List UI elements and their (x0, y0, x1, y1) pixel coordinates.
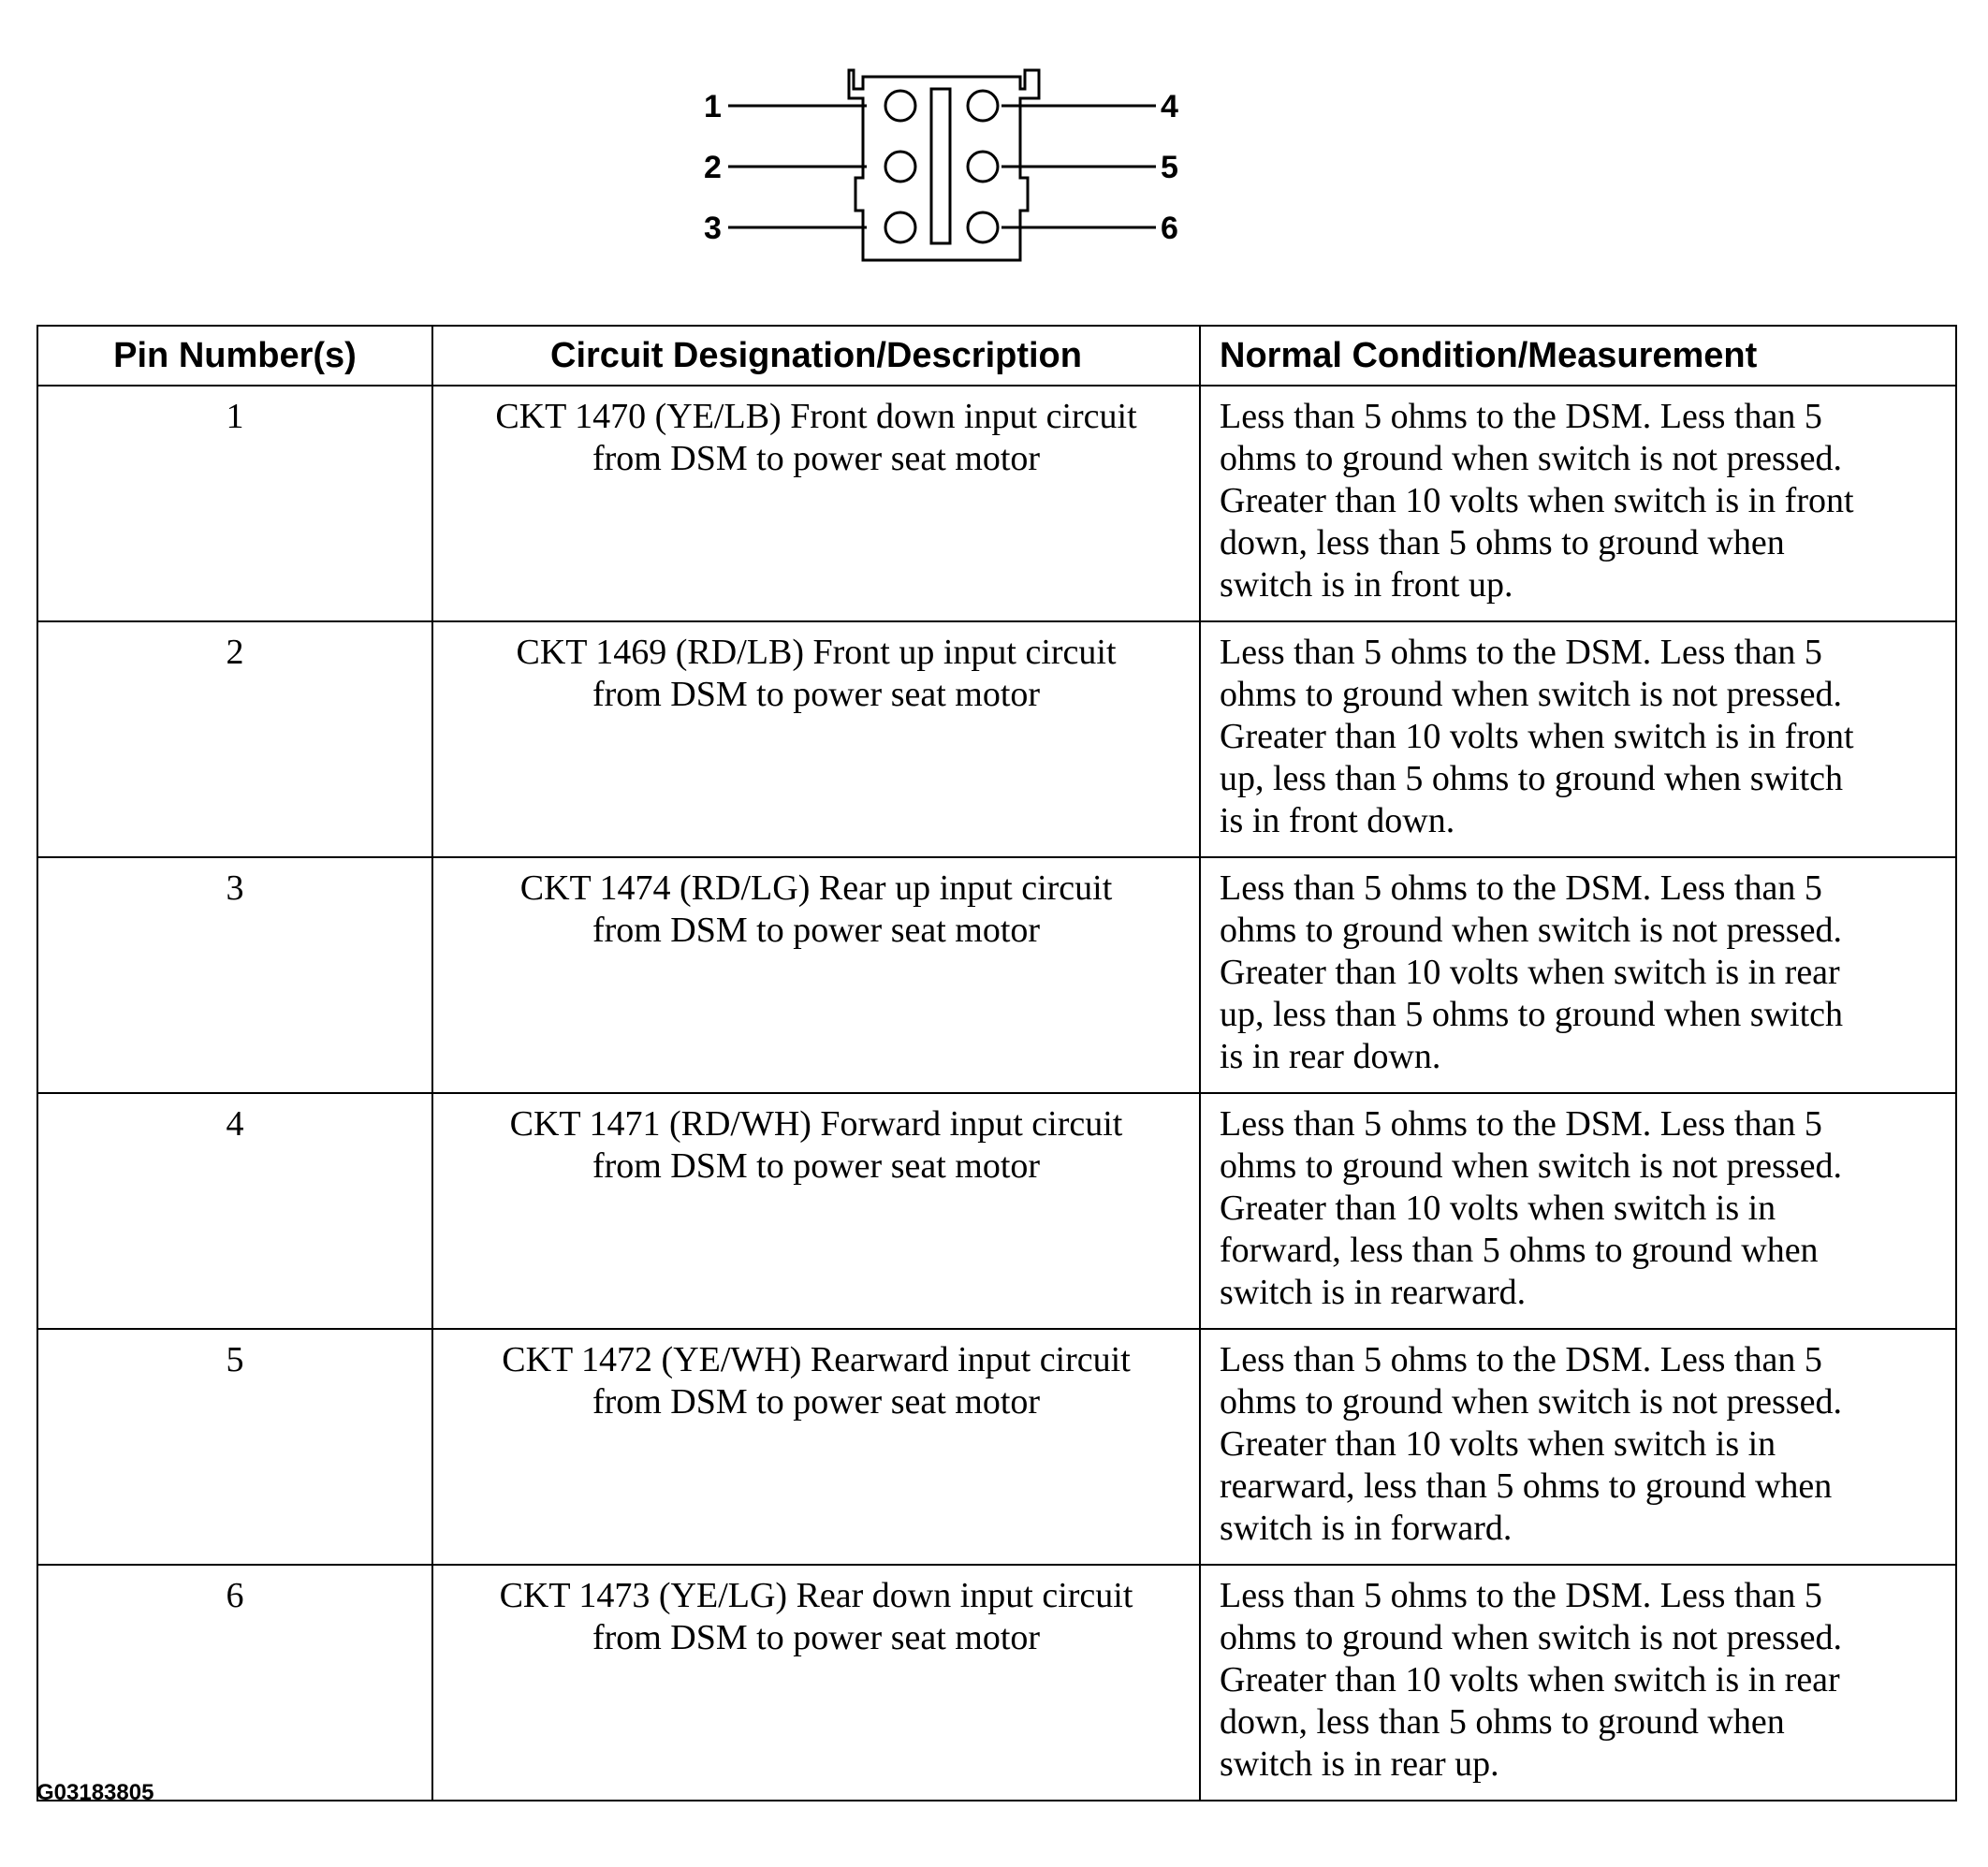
table-row (37, 1565, 1956, 1801)
condition-line: up, less than 5 ohms to ground when switch (1220, 759, 1844, 798)
pin-4-terminal (968, 91, 1156, 121)
condition-line: ohms to ground when switch is not pressed. (1220, 675, 1842, 714)
condition-line: switch is in rearward. (1220, 1273, 1527, 1312)
normal-condition-cell (1200, 621, 1956, 857)
pin-number-cell: 5 (37, 1329, 432, 1565)
normal-condition-cell (1200, 1565, 1956, 1801)
condition-line: forward, less than 5 ohms to ground when (1220, 1231, 1819, 1270)
condition-line: Less than 5 ohms to the DSM. Less than 5 (1220, 397, 1822, 436)
condition-line: Greater than 10 volts when switch is in (1220, 1424, 1776, 1464)
header-circuit-description: Circuit Designation/Description (432, 326, 1200, 386)
condition-line: ohms to ground when switch is not pressed. (1220, 911, 1842, 950)
condition-line: Less than 5 ohms to the DSM. Less than 5 (1220, 633, 1822, 672)
circuit-line: CKT 1471 (RD/WH) Forward input circuit (509, 1104, 1123, 1144)
condition-line: is in rear down. (1220, 1037, 1441, 1076)
pin-label-5: 5 (1161, 150, 1178, 185)
pin-number-cell: 6 (37, 1565, 432, 1801)
circuit-line: from DSM to power seat motor (592, 1382, 1041, 1422)
condition-line: switch is in forward. (1220, 1509, 1513, 1548)
circuit-description-cell (432, 1329, 1200, 1565)
condition-line: ohms to ground when switch is not pressed. (1220, 439, 1842, 478)
circuit-line: CKT 1470 (YE/LB) Front down input circuit (495, 397, 1137, 436)
condition-line: Greater than 10 volts when switch is in (1220, 1189, 1776, 1228)
condition-line: down, less than 5 ohms to ground when (1220, 1702, 1785, 1742)
condition-line: Greater than 10 volts when switch is in front (1220, 717, 1854, 756)
table-row (37, 857, 1956, 1093)
connector-center-key (931, 89, 950, 243)
condition-line: ohms to ground when switch is not pressed. (1220, 1146, 1842, 1186)
condition-line: Less than 5 ohms to the DSM. Less than 5 (1220, 1340, 1822, 1379)
circuit-description-cell (432, 1565, 1200, 1801)
table-row (37, 386, 1956, 621)
connector-diagram (693, 56, 1217, 281)
circuit-description-cell (432, 386, 1200, 621)
condition-line: switch is in rear up. (1220, 1744, 1499, 1784)
pin-number-cell: 1 (37, 386, 432, 621)
condition-line: Greater than 10 volts when switch is in front (1220, 481, 1854, 520)
condition-line: up, less than 5 ohms to ground when switch (1220, 995, 1844, 1034)
header-pin-number: Pin Number(s) (37, 326, 432, 386)
pin-label-4: 4 (1161, 89, 1178, 124)
pin-1-terminal (728, 91, 915, 121)
normal-condition-cell (1200, 1329, 1956, 1565)
circuit-line: from DSM to power seat motor (592, 911, 1041, 950)
pin-number-cell: 3 (37, 857, 432, 1093)
condition-line: Less than 5 ohms to the DSM. Less than 5 (1220, 1104, 1822, 1144)
pin-2-terminal (728, 152, 915, 182)
circuit-line: from DSM to power seat motor (592, 675, 1041, 714)
condition-line: down, less than 5 ohms to ground when (1220, 523, 1785, 562)
header-normal-condition: Normal Condition/Measurement (1200, 326, 1956, 386)
table-header-row (37, 326, 1956, 386)
pin-label-2: 2 (704, 150, 722, 185)
condition-line: Less than 5 ohms to the DSM. Less than 5 (1220, 868, 1822, 908)
condition-line: Greater than 10 volts when switch is in rear (1220, 953, 1840, 992)
circuit-line: CKT 1473 (YE/LG) Rear down input circuit (499, 1576, 1133, 1615)
circuit-line: from DSM to power seat motor (592, 439, 1041, 478)
condition-line: Less than 5 ohms to the DSM. Less than 5 (1220, 1576, 1822, 1615)
circuit-description-cell (432, 857, 1200, 1093)
pin-3-terminal (728, 212, 915, 242)
pin-reference-table (37, 325, 1957, 1801)
condition-line: ohms to ground when switch is not pressed. (1220, 1382, 1842, 1422)
pin-number-cell: 4 (37, 1093, 432, 1329)
condition-line: switch is in front up. (1220, 565, 1513, 605)
pin-number-cell: 2 (37, 621, 432, 857)
condition-line: Greater than 10 volts when switch is in rear (1220, 1660, 1840, 1699)
circuit-line: CKT 1469 (RD/LB) Front up input circuit (516, 633, 1117, 672)
condition-line: is in front down. (1220, 801, 1455, 840)
pin-label-3: 3 (704, 211, 722, 246)
normal-condition-cell (1200, 386, 1956, 621)
circuit-line: from DSM to power seat motor (592, 1146, 1041, 1186)
circuit-description-cell (432, 621, 1200, 857)
condition-line: ohms to ground when switch is not pressed. (1220, 1618, 1842, 1657)
pin-5-terminal (968, 152, 1156, 182)
circuit-line: CKT 1472 (YE/WH) Rearward input circuit (502, 1340, 1131, 1379)
circuit-line: from DSM to power seat motor (592, 1618, 1041, 1657)
pin-label-1: 1 (704, 89, 722, 124)
table-row (37, 1329, 1956, 1565)
circuit-line: CKT 1474 (RD/LG) Rear up input circuit (519, 868, 1113, 908)
normal-condition-cell (1200, 1093, 1956, 1329)
table-row (37, 1093, 1956, 1329)
circuit-description-cell (432, 1093, 1200, 1329)
condition-line: rearward, less than 5 ohms to ground when (1220, 1466, 1833, 1506)
normal-condition-cell (1200, 857, 1956, 1093)
table-row (37, 621, 1956, 857)
figure-id: G03183805 (37, 1780, 154, 1805)
pin-6-terminal (968, 212, 1156, 242)
pin-label-6: 6 (1161, 211, 1178, 246)
